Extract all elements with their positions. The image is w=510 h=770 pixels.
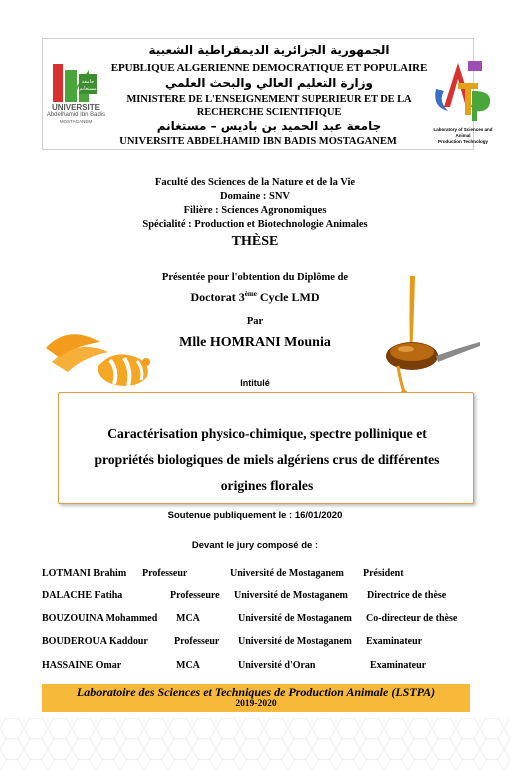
jury-role: Examinateur (370, 660, 427, 671)
jury-row (42, 613, 482, 627)
jury-grade: Professeure (170, 590, 220, 601)
jury-intro: Devant le jury composé de : (191, 540, 319, 551)
jury-role: Examinateur (366, 636, 423, 647)
jury-row (42, 590, 482, 604)
lab-name: Laboratoire des Sciences et Techniques de Production Animale (LSTPA) (76, 685, 436, 699)
header-ministry-1: MINISTERE DE L'ENSEIGNEMENT SUPERIEUR ET DE LA (126, 94, 412, 105)
thesis-label: THÈSE (231, 234, 279, 249)
doctorat-sup: ème (244, 290, 257, 298)
header-arabic-university: جامعة عبد الحميد بن باديس – مستغانم (156, 119, 382, 133)
lab-logo-icon (428, 55, 498, 127)
header-republic: EPUBLIQUE ALGERIENNE DEMOCRATIQUE ET POPULAIRE (110, 62, 428, 74)
hexagon-pattern-icon (0, 718, 510, 770)
honey-spoon-icon (368, 276, 480, 394)
header-arabic-republic: الجمهورية الجزائرية الديمقراطية الشعبية (148, 43, 390, 57)
jury-name: LOTMANI Brahim (42, 568, 127, 579)
author-name: Mlle HOMRANI Mounia (179, 335, 331, 350)
jury-university: Université d'Oran (238, 660, 316, 671)
header-university: UNIVERSITE ABDELHAMID IBN BADIS MOSTAGANEM (119, 136, 397, 147)
doctorat-pre: Doctorat 3 (190, 290, 245, 304)
soutenue-text: Soutenue publiquement le : 16/01/2020 (167, 510, 343, 521)
jury-university: Université de Mostaganem (234, 590, 348, 601)
jury-row (42, 660, 482, 674)
thesis-title-box (58, 392, 474, 504)
jury-university: Université de Mostaganem (238, 613, 352, 624)
jury-name: BOUZOUINA Mohammed (42, 613, 158, 624)
jury-university: Université de Mostaganem (238, 636, 352, 647)
logo-left-line3: MOSTAGANEM (59, 119, 93, 124)
thesis-title-line1: Caractérisation physico-chimique, spectre pollinique et (107, 426, 427, 441)
jury-grade: MCA (176, 660, 200, 671)
hexagon-texture (0, 718, 510, 770)
header-ministry-2: RECHERCHE SCIENTIFIQUE (196, 107, 342, 118)
jury-grade: Professeur (174, 636, 220, 647)
jury-role: Co-directeur de thèse (366, 613, 458, 624)
thesis-title-line2: propriétés biologiques de miels algériens crus de différentes (94, 452, 440, 467)
jury-university: Université de Mostaganem (230, 568, 344, 579)
thesis-title-line3: origines florales (220, 478, 314, 493)
jury-grade: MCA (176, 613, 200, 624)
intitule-label: Intitulé (240, 378, 270, 388)
bee-illustration (38, 318, 158, 394)
header-arabic-ministry: وزارة التعليم العالي والبحث العلمي (164, 76, 374, 90)
doctorat-post: Cycle LMD (256, 290, 320, 304)
faculty-specialite: Spécialité : Production et Biotechnologie Animales (142, 219, 368, 230)
lab-logo (428, 55, 498, 147)
faculty-filiere: Filière : Sciences Agronomiques (183, 205, 327, 216)
jury-name: BOUDEROUA Kaddour (42, 636, 148, 647)
jury-row (42, 636, 482, 650)
par-label: Par (246, 316, 264, 327)
logo-left-line1: UNIVERSITE (51, 103, 100, 112)
jury-name: DALACHE Fatiha (42, 590, 123, 601)
svg-text:مستغانم: مستغانم (79, 86, 97, 92)
faculty-domaine: Domaine : SNV (220, 191, 290, 202)
svg-text:جامعة: جامعة (81, 79, 95, 85)
jury-role: Président (363, 568, 404, 579)
logo-left-line2: Abdelhamid Ibn Badis (46, 112, 106, 118)
jury-name: HASSAINE Omar (42, 660, 122, 671)
jury-grade: Professeur (142, 568, 188, 579)
lab-logo-caption-1: Laboratory of Sciences and Animal (433, 127, 493, 138)
university-logo (45, 60, 107, 128)
presentee-text: Présentée pour l'obtention du Diplôme de (161, 272, 349, 283)
lab-band (42, 684, 470, 712)
honey-spoon-illustration (368, 276, 480, 394)
thesis-title (67, 421, 467, 499)
bee-icon (38, 318, 158, 394)
lab-logo-caption-2: Production Technology (438, 139, 488, 144)
academic-year: 2019-2020 (235, 699, 277, 709)
jury-row (42, 568, 482, 582)
faculty-name: Faculté des Sciences de la Nature et de la Vie (154, 177, 356, 188)
jury-role: Directrice de thèse (367, 590, 447, 601)
